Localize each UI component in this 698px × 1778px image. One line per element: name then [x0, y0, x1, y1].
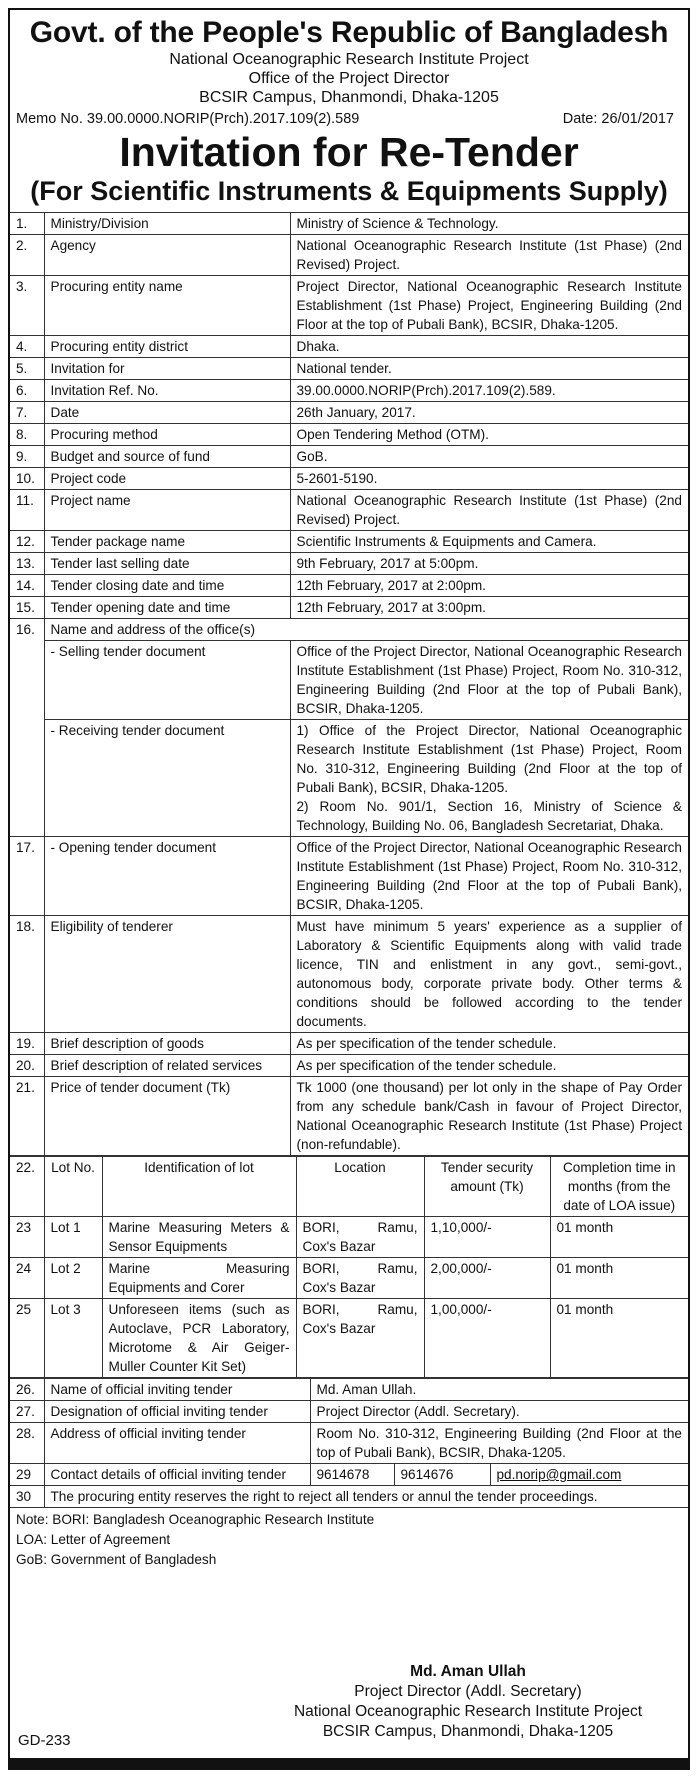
table-cell: 01 month	[550, 1258, 688, 1299]
campus-line: BCSIR Campus, Dhanmondi, Dhaka-1205	[199, 89, 499, 106]
table-cell: Tk 1000 (one thousand) per lot only in the shape of Pay Order from any schedule bank/Cash in favour of Project Director, National Oceanographic Research Institute (1st Phase) Project (non-refundable).	[290, 1077, 688, 1156]
table-cell: 2.	[10, 235, 44, 276]
table-cell: - Receiving tender document	[44, 720, 290, 837]
table-cell: 1,00,000/-	[424, 1299, 550, 1378]
table-cell: Name and address of the office(s)	[44, 619, 688, 641]
table-cell: Address of official inviting tender	[44, 1423, 310, 1464]
table-row	[10, 446, 688, 468]
table-cell: Brief description of related services	[44, 1055, 290, 1077]
table-row	[10, 553, 688, 575]
table-cell: Procuring method	[44, 424, 290, 446]
signatory-address: BCSIR Campus, Dhanmondi, Dhaka-1205	[322, 1723, 614, 1740]
table-cell: Lot No.	[44, 1157, 102, 1217]
table-cell: Price of tender document (Tk)	[44, 1077, 290, 1156]
table-row	[10, 575, 688, 597]
table-cell: 26th January, 2017.	[290, 402, 688, 424]
table-cell: 9th February, 2017 at 5:00pm.	[290, 553, 688, 575]
lot-row	[10, 1299, 688, 1378]
table-cell: 01 month	[550, 1217, 688, 1258]
table-cell: 14.	[10, 575, 44, 597]
tender-notice-page	[8, 8, 690, 1762]
table-cell: 12th February, 2017 at 3:00pm.	[290, 597, 688, 619]
table-cell: 39.00.0000.NORIP(Prch).2017.109(2).589.	[290, 380, 688, 402]
table-cell: National tender.	[290, 358, 688, 380]
email-link[interactable]: pd.norip@gmail.com	[496, 1467, 622, 1482]
table-row	[10, 213, 688, 235]
table-row	[10, 276, 688, 336]
table-cell: Unforeseen items (such as Autoclave, PCR Laboratory, Microtome & Air Geiger-Muller Counter Kit Set)	[102, 1299, 296, 1378]
table-row	[10, 1401, 688, 1423]
table-row	[10, 916, 688, 1033]
table-cell: - Opening tender document	[44, 837, 290, 916]
table-row	[10, 235, 688, 276]
table-cell: 6.	[10, 380, 44, 402]
table-cell: 8.	[10, 424, 44, 446]
table-cell: Completion time in months (from the date of LOA issue)	[550, 1157, 688, 1217]
table-row	[10, 837, 688, 916]
table-cell: 19.	[10, 1033, 44, 1055]
table-cell: Marine Measuring Meters & Sensor Equipments	[102, 1217, 296, 1258]
table-cell: BORI, Ramu, Cox's Bazar	[296, 1217, 424, 1258]
table-cell: 11.	[10, 490, 44, 531]
table-cell: GoB.	[290, 446, 688, 468]
table-row	[10, 358, 688, 380]
signatory-name: Md. Aman Ullah	[410, 1663, 526, 1680]
note-loa: LOA: Letter of Agreement	[16, 1532, 171, 1547]
memo-number: Memo No. 39.00.0000.NORIP(Prch).2017.109(2).589	[16, 111, 360, 127]
phone-2: 9614676	[394, 1464, 490, 1486]
table-row	[10, 490, 688, 531]
table-cell: 17.	[10, 837, 44, 916]
table-cell: 22.	[10, 1157, 44, 1217]
table-row-receiving	[10, 720, 688, 837]
table-cell: 18.	[10, 916, 44, 1033]
signatory-org: National Oceanographic Research Institute Project	[293, 1703, 643, 1720]
table-cell: 21.	[10, 1077, 44, 1156]
notes	[10, 1508, 688, 1572]
table-cell: 13.	[10, 553, 44, 575]
table-cell: Procuring entity district	[44, 336, 290, 358]
table-cell: 28.	[10, 1423, 44, 1464]
note-gob: GoB: Government of Bangladesh	[16, 1552, 217, 1567]
table-row	[10, 424, 688, 446]
table-cell: Md. Aman Ullah.	[310, 1379, 688, 1401]
notice-subtitle: (For Scientific Instruments & Equipments Supply)	[30, 176, 668, 206]
note-bori: Note: BORI: Bangladesh Oceanographic Research Institute	[16, 1512, 375, 1527]
project-name-line: National Oceanographic Research Institute Project	[169, 51, 529, 68]
table-cell: Project Director (Addl. Secretary).	[310, 1401, 688, 1423]
table-cell: BORI, Ramu, Cox's Bazar	[296, 1299, 424, 1378]
table-row	[10, 1379, 688, 1401]
table-cell: 4.	[10, 336, 44, 358]
table-cell: 01 month	[550, 1299, 688, 1378]
table-cell: National Oceanographic Research Institute (1st Phase) (2nd Revised) Project.	[290, 235, 688, 276]
table-cell: 20.	[10, 1055, 44, 1077]
table-cell: 12.	[10, 531, 44, 553]
lot-table-header	[10, 1157, 688, 1217]
table-row	[10, 531, 688, 553]
table-cell: 15.	[10, 597, 44, 619]
phone-1: 9614678	[310, 1464, 394, 1486]
table-cell: 2,00,000/-	[424, 1258, 550, 1299]
table-cell: National Oceanographic Research Institute (1st Phase) (2nd Revised) Project.	[290, 490, 688, 531]
table-cell: Room No. 310-312, Engineering Building (2nd Floor at the top of Pubali Bank), BCSIR, Dhaka-1205.	[310, 1423, 688, 1464]
table-row	[10, 1055, 688, 1077]
table-cell: Lot 2	[44, 1258, 102, 1299]
table-cell: 30	[10, 1486, 44, 1508]
table-cell: Contact details of official inviting tender	[44, 1464, 310, 1486]
table-cell: 24	[10, 1258, 44, 1299]
table-cell	[490, 1464, 688, 1486]
table-cell: Invitation for	[44, 358, 290, 380]
table-row-contact	[10, 1464, 688, 1486]
table-row	[10, 468, 688, 490]
table-cell: Must have minimum 5 years' experience as a supplier of Laboratory & Scientific Equipments along with valid trade licence, TIN and enlistment in any govt., semi-govt., autonomous body, corporate private body. Other terms & conditions should be followed according to the tender documents.	[290, 916, 688, 1033]
table-cell: Location	[296, 1157, 424, 1217]
official-table	[10, 1378, 688, 1508]
table-cell: Tender security amount (Tk)	[424, 1157, 550, 1217]
table-cell: 1.	[10, 213, 44, 235]
table-row	[10, 597, 688, 619]
table-cell: Tender opening date and time	[44, 597, 290, 619]
table-cell: As per specification of the tender schedule.	[290, 1055, 688, 1077]
table-cell: Lot 3	[44, 1299, 102, 1378]
tender-details-table	[10, 212, 688, 1156]
table-cell: Identification of lot	[102, 1157, 296, 1217]
table-cell: 29	[10, 1464, 44, 1486]
table-cell: 9.	[10, 446, 44, 468]
signature-block	[288, 1662, 648, 1742]
table-cell: 5-2601-5190.	[290, 468, 688, 490]
table-row-selling	[10, 641, 688, 720]
table-row	[10, 1486, 688, 1508]
table-cell: Project name	[44, 490, 290, 531]
lot-table	[10, 1156, 688, 1378]
table-cell: 7.	[10, 402, 44, 424]
table-cell: Designation of official inviting tender	[44, 1401, 310, 1423]
table-row	[10, 380, 688, 402]
office-line: Office of the Project Director	[248, 70, 450, 87]
memo-row	[10, 110, 688, 128]
memo-date: Date: 26/01/2017	[562, 111, 674, 127]
table-cell: 10.	[10, 468, 44, 490]
table-cell: Ministry/Division	[44, 213, 290, 235]
bottom-border-bar	[8, 1758, 690, 1770]
lot-row	[10, 1258, 688, 1299]
notice-header	[10, 16, 688, 107]
table-cell: 26.	[10, 1379, 44, 1401]
table-cell: As per specification of the tender schedule.	[290, 1033, 688, 1055]
table-cell: Date	[44, 402, 290, 424]
signatory-designation: Project Director (Addl. Secretary)	[354, 1683, 582, 1700]
table-cell: 16.	[10, 619, 44, 837]
lot-row	[10, 1217, 688, 1258]
table-cell: 27.	[10, 1401, 44, 1423]
table-cell: Brief description of goods	[44, 1033, 290, 1055]
table-cell: Procuring entity name	[44, 276, 290, 336]
table-cell: BORI, Ramu, Cox's Bazar	[296, 1258, 424, 1299]
table-cell: Open Tendering Method (OTM).	[290, 424, 688, 446]
table-cell: Office of the Project Director, National Oceanographic Research Institute Establishment (1st Phase) Project, Room No. 310-312, Engineering Building (2nd Floor at the top of Pubali Bank), BCSIR, Dhaka-1205.	[290, 837, 688, 916]
table-cell: Dhaka.	[290, 336, 688, 358]
table-row-office-heading	[10, 619, 688, 641]
table-cell: - Selling tender document	[44, 641, 290, 720]
table-cell: Tender closing date and time	[44, 575, 290, 597]
table-cell: 3.	[10, 276, 44, 336]
table-cell: Ministry of Science & Technology.	[290, 213, 688, 235]
table-cell: Eligibility of tenderer	[44, 916, 290, 1033]
govt-heading: Govt. of the People's Republic of Bangladesh	[29, 16, 669, 49]
table-cell: Invitation Ref. No.	[44, 380, 290, 402]
table-cell: Tender package name	[44, 531, 290, 553]
table-cell: 1) Office of the Project Director, National Oceanographic Research Institute Establishment (1st Phase) Project, Room No. 310-312, Engineering Building (2nd Floor at the top of Pubali Bank), BCSIR, Dhaka-1205. 2) Room No. 901/1, Section 16, Ministry of Science & Technology, Building No. 06, Bangladesh Secretariat, Dhaka.	[290, 720, 688, 837]
table-cell: Tender last selling date	[44, 553, 290, 575]
table-cell: 5.	[10, 358, 44, 380]
table-cell: Agency	[44, 235, 290, 276]
notice-title: Invitation for Re-Tender	[119, 129, 579, 175]
table-row	[10, 1077, 688, 1156]
table-cell: Name of official inviting tender	[44, 1379, 310, 1401]
table-cell: Project code	[44, 468, 290, 490]
table-cell: 23	[10, 1217, 44, 1258]
gd-code: GD-233	[18, 1732, 71, 1749]
table-cell: 1,10,000/-	[424, 1217, 550, 1258]
table-cell: Lot 1	[44, 1217, 102, 1258]
table-cell: Project Director, National Oceanographic Research Institute Establishment (1st Phase) Project, Engineering Building (2nd Floor at the top of Pubali Bank), BCSIR, Dhaka-1205.	[290, 276, 688, 336]
table-cell: 25	[10, 1299, 44, 1378]
table-row	[10, 402, 688, 424]
table-row	[10, 1033, 688, 1055]
table-cell: Office of the Project Director, National Oceanographic Research Institute Establishment (1st Phase) Project, Room No. 310-312, Engineering Building (2nd Floor at the top of Pubali Bank), BCSIR, Dhaka-1205.	[290, 641, 688, 720]
table-cell: Marine Measuring Equipments and Corer	[102, 1258, 296, 1299]
table-cell: 12th February, 2017 at 2:00pm.	[290, 575, 688, 597]
table-cell: Budget and source of fund	[44, 446, 290, 468]
table-row	[10, 336, 688, 358]
table-row	[10, 1423, 688, 1464]
table-cell: The procuring entity reserves the right to reject all tenders or annul the tender proceedings.	[44, 1486, 688, 1508]
table-cell: Scientific Instruments & Equipments and Camera.	[290, 531, 688, 553]
